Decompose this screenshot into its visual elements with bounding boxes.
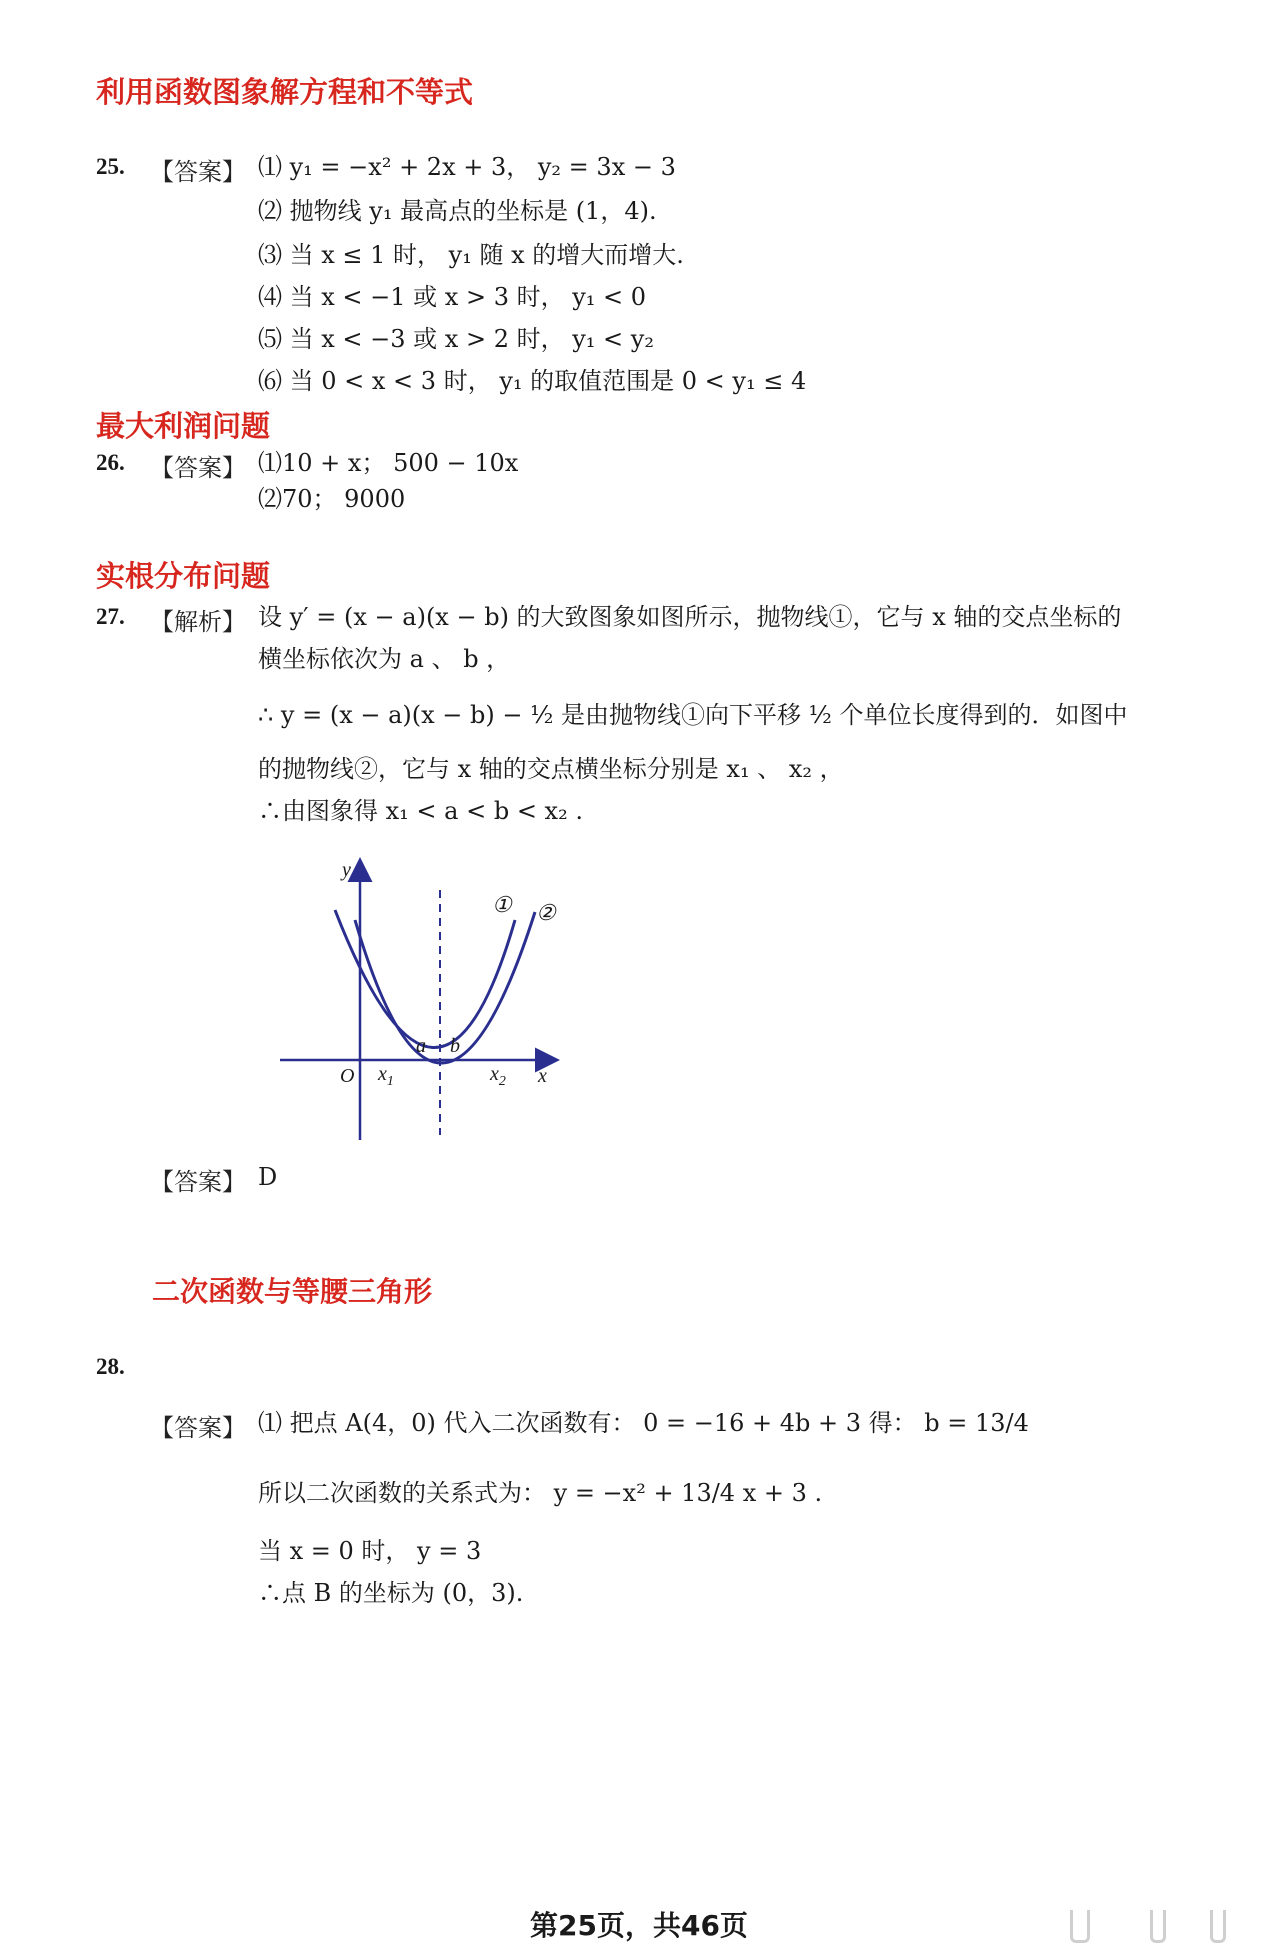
q27-line-1: 设 y′ = (x − a)(x − b) 的大致图象如图所示，抛物线①，它与 x 轴的交点坐标的: [258, 603, 1122, 631]
answer-tag-28: 【答案】: [150, 1414, 246, 1442]
q25-line-6: ⑹ 当 0 < x < 3 时， y₁ 的取值范围是 0 < y₁ ≤ 4: [258, 367, 807, 395]
curve-2-label: ②: [536, 900, 556, 925]
answer-tag-26: 【答案】: [150, 454, 246, 482]
question-number-27: 27.: [96, 604, 125, 629]
scroll-indicator-icon: [1150, 1910, 1166, 1943]
q25-line-3: ⑶ 当 x ≤ 1 时， y₁ 随 x 的增大而增大.: [258, 241, 684, 269]
y-label: y: [342, 859, 351, 881]
curve-1-label: ①: [492, 892, 512, 917]
q26-line-1: ⑴10 + x； 500 − 10x: [258, 449, 519, 477]
answer-tag-27: 【答案】: [150, 1168, 246, 1196]
parabola-2: [355, 912, 535, 1063]
scroll-indicator-icon: [1210, 1910, 1226, 1943]
analysis-tag-27: 【解析】: [150, 608, 246, 636]
section-title-isosceles-triangle: 二次函数与等腰三角形: [152, 1275, 433, 1308]
question-number-28: 28.: [96, 1354, 125, 1379]
x1-label: $x_1$: [378, 1063, 394, 1089]
answer-tag-25: 【答案】: [150, 158, 246, 186]
q25-line-5: ⑸ 当 x < −3 或 x > 2 时， y₁ < y₂: [258, 325, 654, 353]
q25-line-1: ⑴ y₁ = −x² + 2x + 3， y₂ = 3x − 3: [258, 153, 676, 181]
q28-line-4: ∴点 B 的坐标为 (0，3).: [258, 1579, 524, 1607]
q28-line-2: 所以二次函数的关系式为： y = −x² + 13/4 x + 3 .: [258, 1479, 823, 1507]
x2-label: $x_2$: [490, 1063, 506, 1089]
q27-line-2: 横坐标依次为 a 、 b ，: [258, 645, 511, 673]
b-label: b: [450, 1035, 460, 1057]
x-label: x: [538, 1065, 547, 1087]
q25-line-2: ⑵ 抛物线 y₁ 最高点的坐标是 (1，4).: [258, 197, 657, 225]
answer-27: D: [258, 1163, 278, 1191]
question-number-25: 25.: [96, 154, 125, 179]
page-number: 第25页，共46页: [530, 1909, 748, 1942]
section-title-function-graph: 利用函数图象解方程和不等式: [96, 75, 474, 109]
q28-line-3: 当 x = 0 时， y = 3: [258, 1537, 482, 1565]
q28-line-1: ⑴ 把点 A(4，0) 代入二次函数有： 0 = −16 + 4b + 3 得： b = 13/4: [258, 1409, 1029, 1437]
origin-label: O: [340, 1065, 355, 1087]
q27-line-3: ∴ y = (x − a)(x − b) − ½ 是由抛物线①向下平移 ½ 个单位长度得到的．如图中: [258, 701, 1128, 729]
scroll-indicator-icon: [1070, 1910, 1090, 1943]
section-title-max-profit: 最大利润问题: [96, 409, 271, 443]
question-number-26: 26.: [96, 450, 125, 475]
q25-line-4: ⑷ 当 x < −1 或 x > 3 时， y₁ < 0: [258, 283, 647, 311]
q27-line-5: ∴由图象得 x₁ < a < b < x₂ .: [258, 797, 583, 825]
section-title-root-distribution: 实根分布问题: [96, 559, 271, 593]
q27-line-4: 的抛物线②，它与 x 轴的交点横坐标分别是 x₁ 、 x₂ ，: [258, 755, 844, 783]
a-label: a: [416, 1035, 426, 1057]
q26-line-2: ⑵70； 9000: [258, 485, 406, 513]
parabola-figure: [270, 850, 570, 1150]
